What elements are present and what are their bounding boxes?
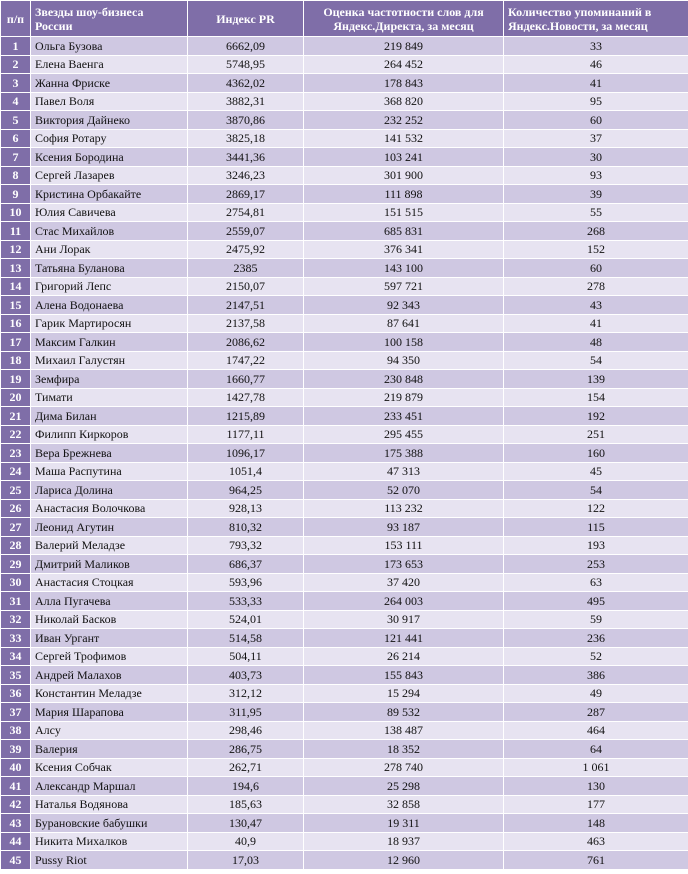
news-mentions-cell: 761 [504,851,688,870]
direct-frequency-cell: 26 214 [304,647,504,666]
news-mentions-cell: 55 [504,203,688,222]
pr-index-cell: 1660,77 [188,370,304,389]
row-number-cell: 1 [1,37,31,56]
pr-index-cell: 1427,78 [188,388,304,407]
table-row [1,407,688,426]
direct-frequency-cell: 92 343 [304,296,504,315]
pr-index-cell: 298,46 [188,721,304,740]
table-row [1,388,688,407]
row-number-cell: 27 [1,518,31,537]
table-row [1,351,688,370]
direct-frequency-cell: 32 858 [304,795,504,814]
table-row [1,444,688,463]
star-name-cell: София Ротару [31,129,188,148]
pr-index-cell: 286,75 [188,740,304,759]
news-mentions-cell: 287 [504,703,688,722]
news-mentions-cell: 63 [504,573,688,592]
news-mentions-cell: 59 [504,610,688,629]
table-row [1,111,688,130]
news-mentions-cell: 1 061 [504,758,688,777]
direct-frequency-cell: 175 388 [304,444,504,463]
star-name-cell: Татьяна Буланова [31,259,188,278]
table-row [1,592,688,611]
table-row [1,814,688,833]
news-mentions-cell: 49 [504,684,688,703]
star-name-cell: Никита Михалков [31,832,188,851]
table-row [1,851,688,870]
table-row [1,462,688,481]
row-number-cell: 34 [1,647,31,666]
news-mentions-cell: 115 [504,518,688,537]
star-name-cell: Жанна Фриске [31,74,188,93]
table-row [1,148,688,167]
pr-index-cell: 2137,58 [188,314,304,333]
pr-index-cell: 185,63 [188,795,304,814]
star-name-cell: Алена Водонаева [31,296,188,315]
table-row [1,370,688,389]
pr-index-cell: 810,32 [188,518,304,537]
news-mentions-cell: 154 [504,388,688,407]
row-number-cell: 28 [1,536,31,555]
row-number-cell: 33 [1,629,31,648]
direct-frequency-cell: 100 158 [304,333,504,352]
news-mentions-cell: 464 [504,721,688,740]
news-mentions-cell: 160 [504,444,688,463]
row-number-cell: 3 [1,74,31,93]
pr-index-cell: 2086,62 [188,333,304,352]
row-number-cell: 38 [1,721,31,740]
pr-index-cell: 194,6 [188,777,304,796]
pr-index-cell: 1747,22 [188,351,304,370]
pr-index-cell: 928,13 [188,499,304,518]
news-mentions-cell: 45 [504,462,688,481]
star-name-cell: Вера Брежнева [31,444,188,463]
news-mentions-cell: 64 [504,740,688,759]
table-row [1,425,688,444]
star-name-cell: Юлия Савичева [31,203,188,222]
row-number-cell: 6 [1,129,31,148]
direct-frequency-cell: 87 641 [304,314,504,333]
table-row [1,55,688,74]
table-row [1,240,688,259]
star-name-cell: Ольга Бузова [31,37,188,56]
pr-index-cell: 533,33 [188,592,304,611]
header-pr-index: Индекс PR [188,1,304,37]
pr-index-cell: 262,71 [188,758,304,777]
star-name-cell: Сергей Лазарев [31,166,188,185]
direct-frequency-cell: 233 451 [304,407,504,426]
pr-index-cell: 130,47 [188,814,304,833]
pr-index-cell: 593,96 [188,573,304,592]
star-name-cell: Сергей Трофимов [31,647,188,666]
news-mentions-cell: 43 [504,296,688,315]
table-row [1,832,688,851]
news-mentions-cell: 122 [504,499,688,518]
table-row [1,92,688,111]
pr-index-cell: 3870,86 [188,111,304,130]
table-row [1,703,688,722]
pr-index-cell: 5748,95 [188,55,304,74]
table-row [1,277,688,296]
star-name-cell: Мария Шарапова [31,703,188,722]
direct-frequency-cell: 153 111 [304,536,504,555]
news-mentions-cell: 33 [504,37,688,56]
row-number-cell: 43 [1,814,31,833]
pr-index-cell: 311,95 [188,703,304,722]
direct-frequency-cell: 230 848 [304,370,504,389]
news-mentions-cell: 193 [504,536,688,555]
star-name-cell: Максим Галкин [31,333,188,352]
news-mentions-cell: 130 [504,777,688,796]
star-name-cell: Наталья Водянова [31,795,188,814]
pr-index-cell: 2475,92 [188,240,304,259]
table-row [1,499,688,518]
direct-frequency-cell: 89 532 [304,703,504,722]
pr-index-cell: 403,73 [188,666,304,685]
star-name-cell: Ксения Собчак [31,758,188,777]
direct-frequency-cell: 25 298 [304,777,504,796]
row-number-cell: 7 [1,148,31,167]
row-number-cell: 44 [1,832,31,851]
row-number-cell: 13 [1,259,31,278]
row-number-cell: 2 [1,55,31,74]
direct-frequency-cell: 151 515 [304,203,504,222]
direct-frequency-cell: 12 960 [304,851,504,870]
star-name-cell: Филипп Киркоров [31,425,188,444]
table-row [1,296,688,315]
star-name-cell: Дима Билан [31,407,188,426]
pr-index-cell: 40,9 [188,832,304,851]
news-mentions-cell: 278 [504,277,688,296]
star-name-cell: Алла Пугачева [31,592,188,611]
direct-frequency-cell: 94 350 [304,351,504,370]
pr-index-cell: 3882,31 [188,92,304,111]
row-number-cell: 30 [1,573,31,592]
news-mentions-cell: 148 [504,814,688,833]
news-mentions-cell: 41 [504,314,688,333]
table-row [1,333,688,352]
direct-frequency-cell: 18 352 [304,740,504,759]
row-number-cell: 21 [1,407,31,426]
star-name-cell: Константин Меладзе [31,684,188,703]
header-news-mentions: Количество упоминаний в Яндекс.Новости, за месяц [504,1,688,37]
row-number-cell: 35 [1,666,31,685]
table-row [1,185,688,204]
news-mentions-cell: 52 [504,647,688,666]
news-mentions-cell: 139 [504,370,688,389]
star-name-cell: Иван Ургант [31,629,188,648]
news-mentions-cell: 253 [504,555,688,574]
star-name-cell: Елена Ваенга [31,55,188,74]
news-mentions-cell: 251 [504,425,688,444]
star-name-cell: Земфира [31,370,188,389]
table-row [1,684,688,703]
news-mentions-cell: 93 [504,166,688,185]
row-number-cell: 12 [1,240,31,259]
star-name-cell: Маша Распутина [31,462,188,481]
news-mentions-cell: 60 [504,259,688,278]
table-row [1,555,688,574]
star-name-cell: Анастасия Волочкова [31,499,188,518]
row-number-cell: 8 [1,166,31,185]
pr-index-cell: 524,01 [188,610,304,629]
row-number-cell: 26 [1,499,31,518]
row-number-cell: 22 [1,425,31,444]
star-name-cell: Андрей Малахов [31,666,188,685]
pr-index-cell: 686,37 [188,555,304,574]
pr-index-cell: 3246,23 [188,166,304,185]
direct-frequency-cell: 173 653 [304,555,504,574]
news-mentions-cell: 41 [504,74,688,93]
row-number-cell: 37 [1,703,31,722]
row-number-cell: 45 [1,851,31,870]
table-row [1,259,688,278]
pr-index-cell: 17,03 [188,851,304,870]
header-star-name: Звезды шоу-бизнеса России [31,1,188,37]
star-name-cell: Николай Басков [31,610,188,629]
direct-frequency-cell: 30 917 [304,610,504,629]
news-mentions-cell: 95 [504,92,688,111]
pr-index-cell: 2385 [188,259,304,278]
row-number-cell: 15 [1,296,31,315]
direct-frequency-cell: 103 241 [304,148,504,167]
pr-index-cell: 312,12 [188,684,304,703]
row-number-cell: 14 [1,277,31,296]
row-number-cell: 41 [1,777,31,796]
row-number-cell: 5 [1,111,31,130]
row-number-cell: 20 [1,388,31,407]
table-row [1,629,688,648]
pr-index-cell: 2869,17 [188,185,304,204]
row-number-cell: 17 [1,333,31,352]
direct-frequency-cell: 278 740 [304,758,504,777]
direct-frequency-cell: 143 100 [304,259,504,278]
news-mentions-cell: 386 [504,666,688,685]
row-number-cell: 31 [1,592,31,611]
direct-frequency-cell: 15 294 [304,684,504,703]
news-mentions-cell: 463 [504,832,688,851]
row-number-cell: 36 [1,684,31,703]
direct-frequency-cell: 219 879 [304,388,504,407]
row-number-cell: 18 [1,351,31,370]
pr-index-cell: 6662,09 [188,37,304,56]
direct-frequency-cell: 597 721 [304,277,504,296]
row-number-cell: 39 [1,740,31,759]
header-number: п/п [1,1,31,37]
star-name-cell: Pussy Riot [31,851,188,870]
table-header [1,1,688,37]
direct-frequency-cell: 47 313 [304,462,504,481]
direct-frequency-cell: 111 898 [304,185,504,204]
news-mentions-cell: 37 [504,129,688,148]
row-number-cell: 4 [1,92,31,111]
header-row [1,1,688,37]
direct-frequency-cell: 295 455 [304,425,504,444]
table-row [1,721,688,740]
star-name-cell: Гарик Мартиросян [31,314,188,333]
direct-frequency-cell: 121 441 [304,629,504,648]
table-row [1,795,688,814]
pr-index-cell: 964,25 [188,481,304,500]
star-name-cell: Александр Маршал [31,777,188,796]
pr-index-cell: 2559,07 [188,222,304,241]
pr-index-cell: 2147,51 [188,296,304,315]
direct-frequency-cell: 301 900 [304,166,504,185]
direct-frequency-cell: 141 532 [304,129,504,148]
row-number-cell: 23 [1,444,31,463]
table-row [1,777,688,796]
star-name-cell: Бурановские бабушки [31,814,188,833]
star-name-cell: Виктория Дайнеко [31,111,188,130]
table-row [1,222,688,241]
pr-index-cell: 1096,17 [188,444,304,463]
pr-index-cell: 2150,07 [188,277,304,296]
news-mentions-cell: 236 [504,629,688,648]
table-row [1,129,688,148]
table-row [1,647,688,666]
pr-index-cell: 1215,89 [188,407,304,426]
row-number-cell: 19 [1,370,31,389]
pr-index-cell: 1177,11 [188,425,304,444]
direct-frequency-cell: 264 452 [304,55,504,74]
news-mentions-cell: 495 [504,592,688,611]
star-name-cell: Тимати [31,388,188,407]
direct-frequency-cell: 376 341 [304,240,504,259]
star-name-cell: Павел Воля [31,92,188,111]
direct-frequency-cell: 18 937 [304,832,504,851]
pr-index-cell: 3825,18 [188,129,304,148]
star-name-cell: Леонид Агутин [31,518,188,537]
row-number-cell: 40 [1,758,31,777]
star-name-cell: Алсу [31,721,188,740]
table-row [1,573,688,592]
table-row [1,37,688,56]
news-mentions-cell: 30 [504,148,688,167]
direct-frequency-cell: 178 843 [304,74,504,93]
star-name-cell: Дмитрий Маликов [31,555,188,574]
direct-frequency-cell: 264 003 [304,592,504,611]
table-body [1,37,688,870]
star-name-cell: Стас Михайлов [31,222,188,241]
row-number-cell: 9 [1,185,31,204]
news-mentions-cell: 54 [504,351,688,370]
direct-frequency-cell: 368 820 [304,92,504,111]
table-row [1,203,688,222]
news-mentions-cell: 268 [504,222,688,241]
news-mentions-cell: 39 [504,185,688,204]
row-number-cell: 25 [1,481,31,500]
pr-index-cell: 3441,36 [188,148,304,167]
row-number-cell: 11 [1,222,31,241]
header-direct-frequency: Оценка частотности слов для Яндекс.Директа, за месяц [304,1,504,37]
news-mentions-cell: 192 [504,407,688,426]
direct-frequency-cell: 232 252 [304,111,504,130]
table-row [1,740,688,759]
star-name-cell: Валерий Меладзе [31,536,188,555]
table-row [1,536,688,555]
row-number-cell: 10 [1,203,31,222]
row-number-cell: 24 [1,462,31,481]
table-row [1,166,688,185]
direct-frequency-cell: 155 843 [304,666,504,685]
news-mentions-cell: 46 [504,55,688,74]
star-name-cell: Григорий Лепс [31,277,188,296]
news-mentions-cell: 152 [504,240,688,259]
pr-index-cell: 504,11 [188,647,304,666]
star-name-cell: Валерия [31,740,188,759]
row-number-cell: 42 [1,795,31,814]
star-name-cell: Лариса Долина [31,481,188,500]
star-name-cell: Ксения Бородина [31,148,188,167]
row-number-cell: 32 [1,610,31,629]
direct-frequency-cell: 93 187 [304,518,504,537]
star-name-cell: Анастасия Стоцкая [31,573,188,592]
table-row [1,610,688,629]
star-name-cell: Михаил Галустян [31,351,188,370]
table-row [1,481,688,500]
news-mentions-cell: 48 [504,333,688,352]
direct-frequency-cell: 37 420 [304,573,504,592]
pr-index-cell: 2754,81 [188,203,304,222]
direct-frequency-cell: 52 070 [304,481,504,500]
news-mentions-cell: 60 [504,111,688,130]
news-mentions-cell: 54 [504,481,688,500]
direct-frequency-cell: 219 849 [304,37,504,56]
pr-index-cell: 514,58 [188,629,304,648]
pr-index-cell: 4362,02 [188,74,304,93]
pr-index-cell: 1051,4 [188,462,304,481]
table-row [1,74,688,93]
direct-frequency-cell: 685 831 [304,222,504,241]
table-row [1,314,688,333]
table-row [1,758,688,777]
table-row [1,518,688,537]
pr-index-cell: 793,32 [188,536,304,555]
star-name-cell: Кристина Орбакайте [31,185,188,204]
direct-frequency-cell: 113 232 [304,499,504,518]
table-row [1,666,688,685]
news-mentions-cell: 177 [504,795,688,814]
star-name-cell: Ани Лорак [31,240,188,259]
row-number-cell: 29 [1,555,31,574]
direct-frequency-cell: 138 487 [304,721,504,740]
direct-frequency-cell: 19 311 [304,814,504,833]
row-number-cell: 16 [1,314,31,333]
